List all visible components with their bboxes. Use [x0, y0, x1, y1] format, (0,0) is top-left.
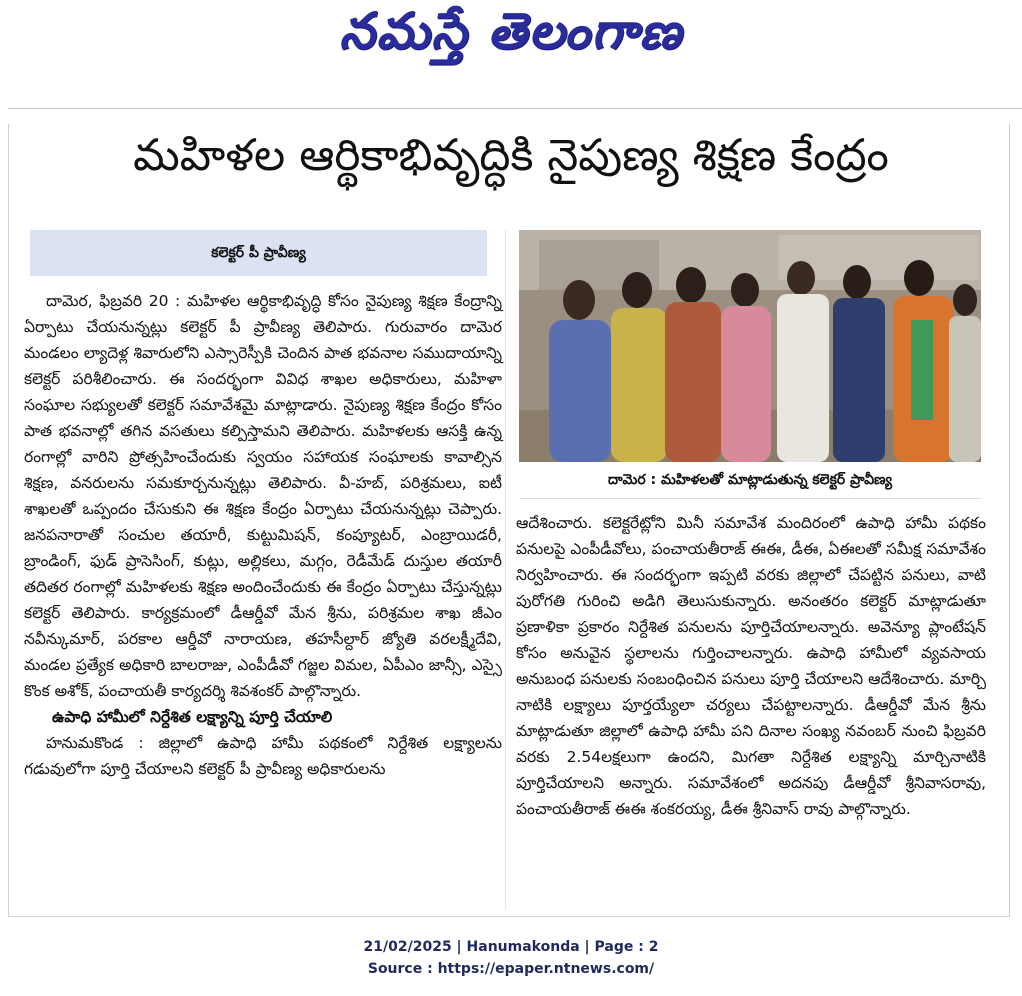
- photo-caption: దామెర : మహిళలతో మాట్లాడుతున్న కలెక్టర్ ప్రావీణ్య: [519, 462, 981, 499]
- newspaper-logo: నమస్తే తెలంగాణ: [339, 2, 683, 60]
- footer-date-edition: 21/02/2025 | Hanumakonda | Page : 2: [363, 939, 659, 955]
- masthead-rule: [8, 108, 1022, 109]
- subheading: ఉపాధి హామీలో నిర్దేశిత లక్ష్యాన్ని పూర్తి చేయాలి: [52, 708, 333, 726]
- left-column: [24, 288, 502, 782]
- article-headline: మహిళల ఆర్థికాభివృద్ధికి నైపుణ్య శిక్షణ కేంద్రం: [133, 130, 889, 181]
- page-footer: [0, 936, 1022, 980]
- photo-illustration: [519, 230, 981, 462]
- body-paragraph-1: దామెర, ఫిబ్రవరి 20 : మహిళల ఆర్థికాభివృద్ధి కోసం నైపుణ్య శిక్షణ కేంద్రాన్ని ఏర్పాటు చేయనున్నట్లు కలెక్టర్ పీ ప్రావీణ్య తెలిపారు. గురువారం దామెర మండలం ల్యాదెళ్ల శివారులోని ఎస్సారెస్పీకి చెందిన పాత భవనాల సముదాయాన్ని కలెక్టర్ పరిశీలించారు. ఈ సందర్భంగా వివిధ శాఖల అధికారులు, మహిళా సంఘాల సభ్యులతో కలెక్టర్ సమావేశమై మాట్లాడారు. నైపుణ్య శిక్షణ కేంద్రం కోసం పాత భవనాల్లో తగిన వసతులు కల్పిస్తామని తెలిపారు. మహిళలకు ఆసక్తి ఉన్న రంగాల్లో వారిని ప్రోత్సహించేందుకు స్వయం సహాయక సంఘాలకు కావాల్సిన శిక్షణ, వనరులను సమకూర్చనున్నట్లు తెలిపారు. వీ-హబ్, పరిశ్రమలు, ఐటీ శాఖలతో ఒప్పందం చేసుకుని ఈ శిక్షణ కేంద్రం ఏర్పాటు చేయనున్నట్లు చెప్పారు. జనపనారాతో సంచుల తయారీ, కుట్టుమిషన్, కంప్యూటర్, ఎంబ్రాయిడరీ, బ్రాండింగ్, ఫుడ్ ప్రాసెసింగ్, కుట్లు, అల్లికలు, మగ్గం, రెడీమేడ్ దుస్తుల తయారీ తదితర రంగాల్లో మహిళలకు శిక్షణ అందించేందుకు ఈ కేంద్రం ఏర్పాటు చేస్తున్నట్లు కలెక్టర్ తెలిపారు. కార్యక్రమంలో డీఆర్డీవో మేన శ్రీను, పరిశ్రమల శాఖ జీఎం నవీన్కుమార్, పరకాల ఆర్డీవో నారాయణ, తహసీల్దార్ జ్యోతి వరలక్ష్మీదేవి, మండల ప్రత్యేక అధికారి బాలరాజు, ఎంపీడీవో గజ్జల విమల, ఏపీఎం జాన్సీ, ఎస్సై కొంక అశోక్, పంచాయతీ కార్యదర్శి శివశంకర్ పాల్గొన్నారు.: [24, 292, 502, 700]
- right-column: [516, 510, 986, 822]
- column-divider: [505, 230, 506, 910]
- body-paragraph-3: ఆదేశించారు. కలెక్టరేట్లోని మినీ సమావేశ మందిరంలో ఉపాధి హామీ పథకం పనులపై ఎంపీడీవోలు, పంచాయతీరాజ్ ఈఈ, డీఈ, ఏఈలతో సమీక్ష సమావేశం నిర్వహించారు. ఈ సందర్భంగా ఇప్పటి వరకు జిల్లాలో చేపట్టిన పనులు, వాటి పురోగతి గురించి అడిగి తెలుసుకున్నారు. అనంతరం కలెక్టర్ మాట్లాడుతూ ప్రణాళికా ప్రకారం నిర్దేశిత పనులను పూర్తిచేయాలన్నారు. అవెన్యూ ప్లాంటేషన్ కోసం అనువైన స్థలాలను గుర్తించాలన్నారు. ఉపాధి హామీలో వ్యవసాయ అనుబంధ పనులకు సంబంధించిన పనులు పూర్తి చేయాలని ఆదేశించారు. మార్చి నాటికి లక్ష్యాలు పూర్తయ్యేలా చర్యలు చేపట్టాలన్నారు. డీఆర్డీవో మేన శ్రీను మాట్లాడుతూ జిల్లాలో ఉపాధి హామీ పని దినాల సంఖ్య నవంబర్ నుంచి ఫిబ్రవరి వరకు 2.54లక్షలుగా ఉందని, మిగతా నిర్దేశిత లక్ష్యాన్ని మార్చినాటికి పూర్తిచేయాలని అన్నారు. సమావేశంలో అదనపు డీఆర్డీవో శ్రీనివాసరావు, పంచాయతీరాజ్ ఈఈ శంకరయ్య, డీఈ శ్రీనివాస్ రావు పాల్గొన్నారు.: [516, 514, 986, 818]
- masthead: [0, 0, 1022, 108]
- news-photo: [519, 230, 981, 462]
- article-byline: కలెక్టర్ పీ ప్రావీణ్య: [30, 230, 487, 276]
- footer-source: Source : https://epaper.ntnews.com/: [367, 961, 655, 977]
- body-paragraph-2: హనుమకొండ : జిల్లాలో ఉపాధి హామీ పథకంలో నిర్దేశిత లక్ష్యాలను గడువులోగా పూర్తి చేయాలని కలెక్టర్ పీ ప్రావీణ్య అధికారులను: [24, 734, 502, 778]
